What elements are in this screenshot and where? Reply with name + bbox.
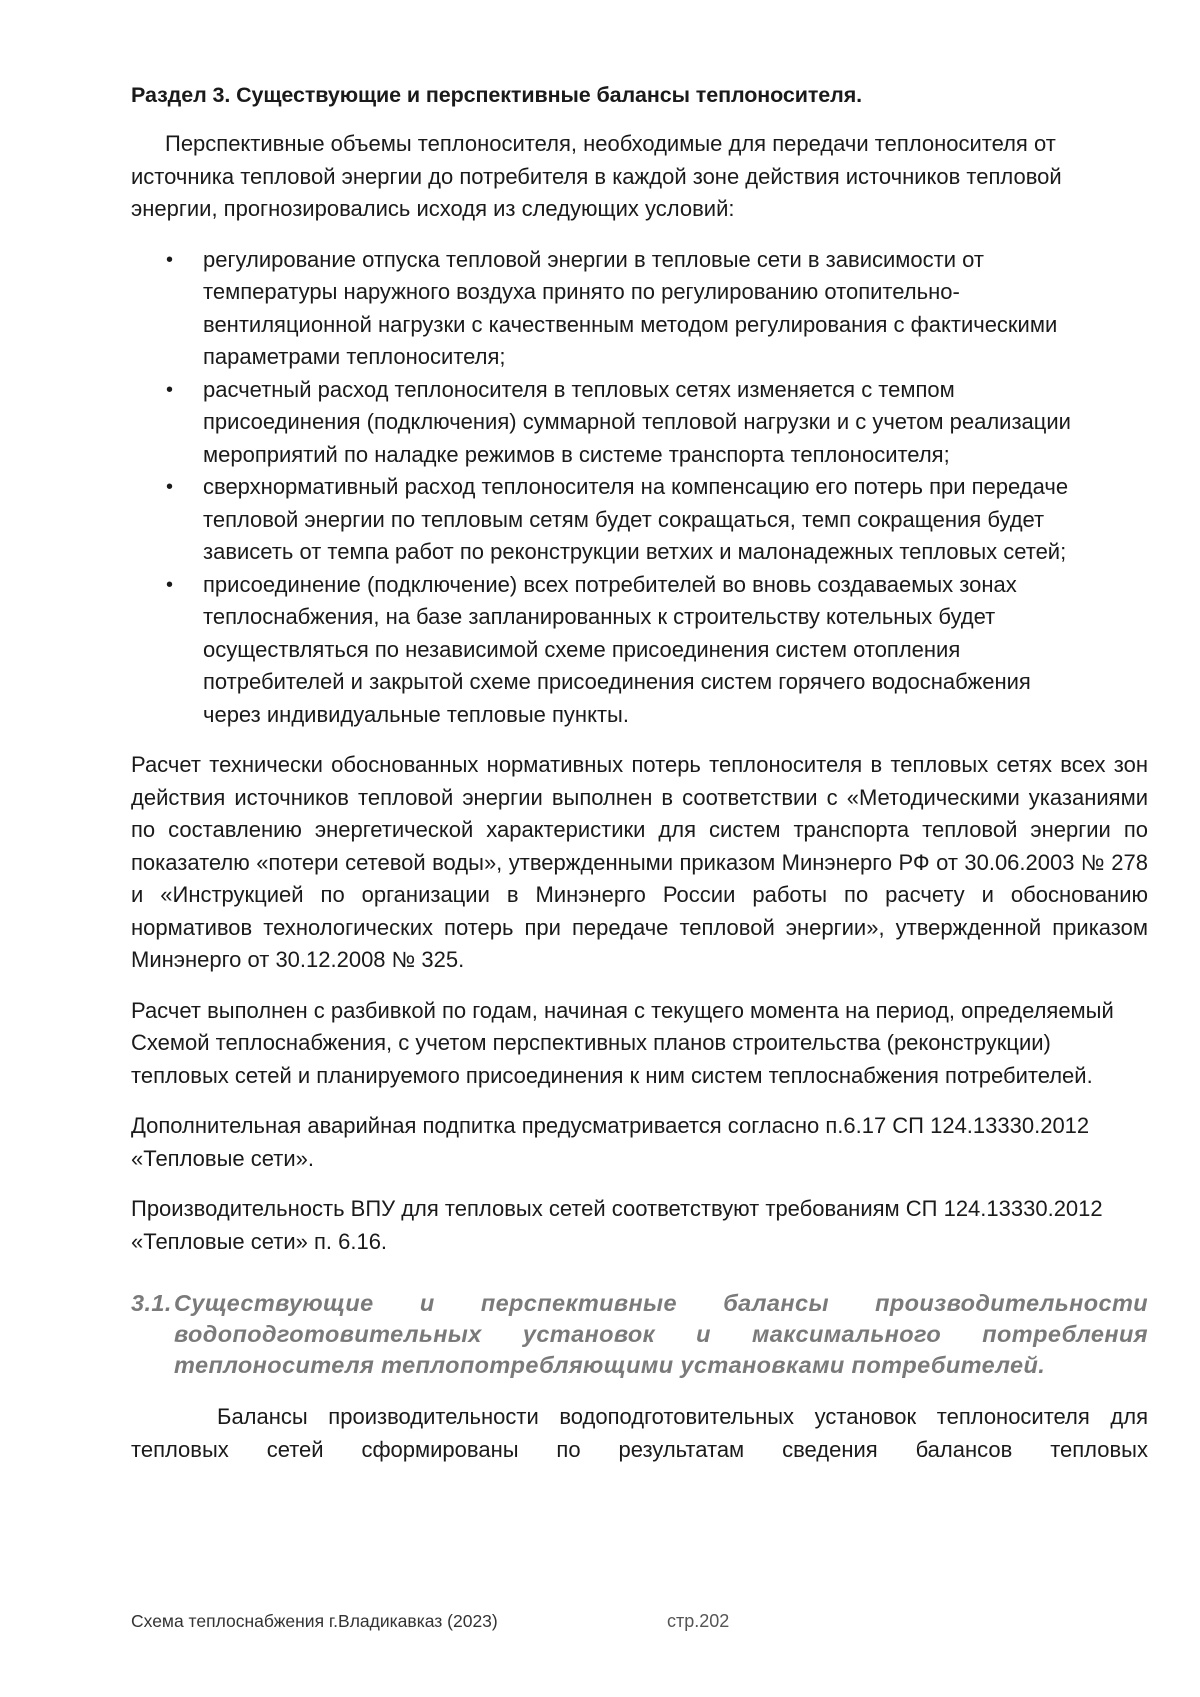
list-item — [131, 471, 1148, 569]
losses-calculation-paragraph: Расчет технически обоснованных нормативных потерь теплоносителя в тепловых сетях всех зон действия источников тепловой энергии выполнен в соответствии с «Методическими указаниями по составлению энергетической характеристики для систем транспорта тепловой энергии по показателю «потери сетевой воды», утвержденными приказом Минэнерго РФ от 30.06.2003 № 278 и «Инструкцией по организации в Минэнерго России работы по расчету и обоснованию нормативов технологических потерь при передаче тепловой энергии», утвержденной приказом Минэнерго от 30.12.2008 № 325. — [131, 752, 1148, 972]
list-item-text: присоединение (подключение) всех потребителей во вновь создаваемых зонах теплоснабжения, на базе запланированных к строительству котельных будет осуществляться по независимой схеме присоединения систем отопления потребителей и закрытой схеме присоединения систем горячего водоснабжения через индивидуальные тепловые пункты. — [203, 571, 1031, 727]
page-content — [131, 80, 1148, 1484]
emergency-makeup-paragraph: Дополнительная аварийная подпитка предусматривается согласно п.6.17 СП 124.13330.2012 «Тепловые сети». — [131, 1113, 1090, 1171]
section-title: Раздел 3. Существующие и перспективные балансы теплоносителя. — [131, 83, 863, 107]
list-item — [131, 374, 1148, 472]
list-item-text: сверхнормативный расход теплоносителя на компенсацию его потерь при передаче тепловой энергии по тепловым сетям будет сокращаться, темп сокращения будет зависеть от темпа работ по реконструкции ветхих и малонадежных тепловых сетей; — [203, 474, 1069, 564]
bullet-icon: • — [166, 476, 174, 498]
subsection-number: 3.1. — [131, 1290, 172, 1316]
list-item-text: регулирование отпуска тепловой энергии в тепловые сети в зависимости от температуры наружного воздуха принято по регулированию отопительно-вентиляционной нагрузки с качественным методом регулирования с фактическими параметрами теплоносителя; — [203, 246, 1058, 369]
vpu-capacity-paragraph: Производительность ВПУ для тепловых сетей соответствуют требованиям СП 124.13330.2012 «Тепловые сети» п. 6.16. — [131, 1196, 1103, 1254]
list-item — [131, 244, 1148, 374]
list-item-text: расчетный расход теплоносителя в тепловых сетях изменяется с темпом присоединения (подключения) суммарной тепловой нагрузки и с учетом реализации мероприятий по наладке режимов в системе транспорта теплоносителя; — [203, 376, 1071, 467]
conditions-list — [131, 244, 1148, 732]
bullet-icon: • — [166, 573, 174, 596]
page-number: стр.202 — [667, 1611, 730, 1631]
intro-paragraph: Перспективные объемы теплоносителя, необходимые для передачи теплоносителя от источника тепловой энергии до потребителя в каждой зоне действия источников тепловой энергии, прогнозировались исходя из следующих условий: — [131, 131, 1062, 221]
balances-paragraph: Балансы производительности водоподготовительных установок теплоносителя для тепловых сетей сформированы по результатам сведения балансов тепловых — [131, 1404, 1148, 1462]
bullet-icon: • — [166, 378, 174, 401]
yearly-calculation-paragraph: Расчет выполнен с разбивкой по годам, начиная с текущего момента на период, определяемый Схемой теплоснабжения, с учетом перспективных планов строительства (реконструкции) тепловых сетей и планируемого присоединения к ним систем теплоснабжения потребителей. — [131, 997, 1114, 1088]
bullet-icon: • — [166, 248, 174, 271]
list-item — [131, 569, 1148, 732]
subsection-title: Существующие и перспективные балансы производительности водоподготовительных установок и максимального потребления теплоносителя теплопотребляющими установками потребителей. — [174, 1290, 1148, 1378]
footer-document-title: Схема теплоснабжения г.Владикавказ (2023) — [131, 1611, 498, 1631]
subsection-heading — [131, 1288, 1148, 1381]
